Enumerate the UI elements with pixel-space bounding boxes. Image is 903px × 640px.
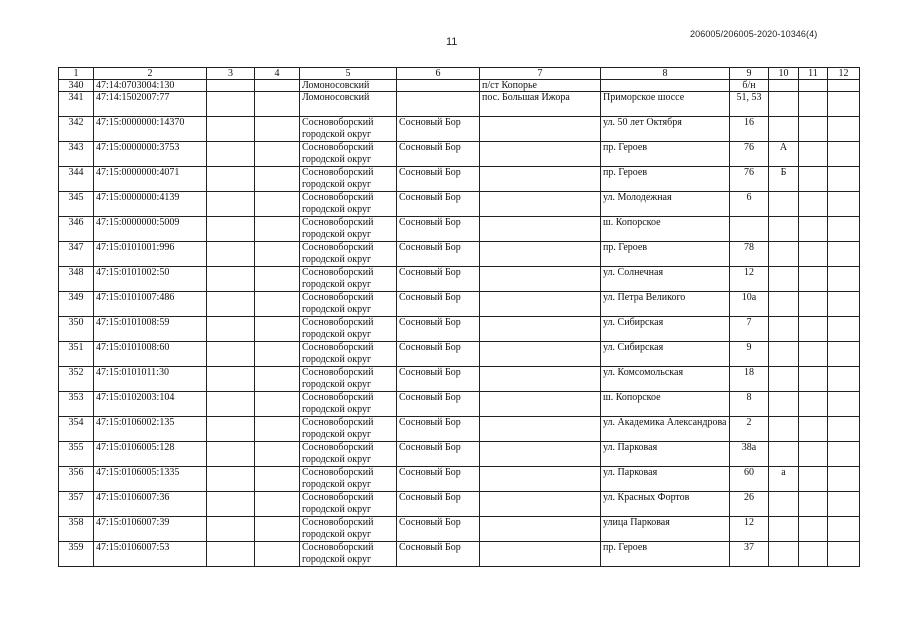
settlement-cell: Сосновый Бор: [397, 517, 480, 542]
district-cell: Сосновоборский городской округ: [300, 517, 397, 542]
cell-col12: [828, 292, 860, 317]
table-row: [59, 317, 860, 342]
row-number: 341: [59, 92, 94, 117]
cadastral-number: 47:15:0101008:59: [94, 317, 207, 342]
cadastral-number: 47:15:0106005:128: [94, 442, 207, 467]
cadastral-number: 47:15:0106007:39: [94, 517, 207, 542]
table-row: [59, 542, 860, 567]
house-number-cell: 18: [730, 367, 769, 392]
column-header: 2: [94, 68, 207, 80]
settlement-cell: [397, 92, 480, 117]
table-row: [59, 292, 860, 317]
page-number: 11: [446, 36, 458, 48]
locality-cell: [480, 417, 601, 442]
settlement-cell: Сосновый Бор: [397, 142, 480, 167]
street-cell: ул. Академика Александрова: [601, 417, 730, 442]
locality-cell: [480, 442, 601, 467]
house-number-cell: 37: [730, 542, 769, 567]
settlement-cell: Сосновый Бор: [397, 242, 480, 267]
table-row: [59, 417, 860, 442]
district-cell: Сосновоборский городской округ: [300, 317, 397, 342]
cadastral-number: 47:14:0703004:130: [94, 80, 207, 92]
street-cell: ул. Комсомольская: [601, 367, 730, 392]
table-row: [59, 192, 860, 217]
column-header: 11: [799, 68, 828, 80]
street-cell: ш. Копорское: [601, 392, 730, 417]
house-number-cell: 26: [730, 492, 769, 517]
cell-col11: [799, 467, 828, 492]
street-cell: ул. 50 лет Октября: [601, 117, 730, 142]
row-number: 348: [59, 267, 94, 292]
house-number-cell: 76: [730, 142, 769, 167]
building-letter-cell: [769, 242, 799, 267]
cell-col4: [255, 142, 300, 167]
house-number-cell: 38а: [730, 442, 769, 467]
house-number-cell: 76: [730, 167, 769, 192]
settlement-cell: Сосновый Бор: [397, 117, 480, 142]
cadastral-number: 47:15:0101001:996: [94, 242, 207, 267]
locality-cell: [480, 267, 601, 292]
cell-col11: [799, 517, 828, 542]
cell-col3: [207, 467, 255, 492]
settlement-cell: [397, 80, 480, 92]
cadastral-number: 47:15:0101011:30: [94, 367, 207, 392]
cell-col11: [799, 217, 828, 242]
cell-col11: [799, 542, 828, 567]
locality-cell: [480, 292, 601, 317]
table-body: [59, 80, 860, 567]
district-cell: Сосновоборский городской округ: [300, 492, 397, 517]
cell-col12: [828, 467, 860, 492]
column-header: 5: [300, 68, 397, 80]
district-cell: Сосновоборский городской округ: [300, 267, 397, 292]
cell-col11: [799, 242, 828, 267]
cell-col12: [828, 517, 860, 542]
cell-col12: [828, 417, 860, 442]
cadastral-number: 47:15:0106007:53: [94, 542, 207, 567]
settlement-cell: Сосновый Бор: [397, 167, 480, 192]
locality-cell: [480, 342, 601, 367]
building-letter-cell: [769, 367, 799, 392]
cell-col3: [207, 342, 255, 367]
house-number-cell: 60: [730, 467, 769, 492]
street-cell: ш. Копорское: [601, 217, 730, 242]
row-number: 347: [59, 242, 94, 267]
settlement-cell: Сосновый Бор: [397, 367, 480, 392]
cell-col11: [799, 267, 828, 292]
column-header: 1: [59, 68, 94, 80]
locality-cell: [480, 317, 601, 342]
table-row: [59, 367, 860, 392]
column-header: 3: [207, 68, 255, 80]
table-row: [59, 442, 860, 467]
cell-col3: [207, 492, 255, 517]
settlement-cell: Сосновый Бор: [397, 392, 480, 417]
cell-col4: [255, 392, 300, 417]
column-header: 12: [828, 68, 860, 80]
cell-col3: [207, 317, 255, 342]
cell-col3: [207, 417, 255, 442]
cadastral-number: 47:15:0000000:14370: [94, 117, 207, 142]
table-row: [59, 117, 860, 142]
cadastral-number: 47:15:0101008:60: [94, 342, 207, 367]
cadastral-number: 47:15:0000000:4139: [94, 192, 207, 217]
cadastral-number: 47:15:0106002:135: [94, 417, 207, 442]
cell-col4: [255, 367, 300, 392]
cell-col4: [255, 167, 300, 192]
street-cell: ул. Молодежная: [601, 192, 730, 217]
cell-col3: [207, 142, 255, 167]
locality-cell: [480, 242, 601, 267]
cell-col3: [207, 542, 255, 567]
building-letter-cell: [769, 317, 799, 342]
cell-col4: [255, 467, 300, 492]
cell-col11: [799, 167, 828, 192]
district-cell: Ломоносовский: [300, 92, 397, 117]
registry-table: [58, 67, 860, 567]
building-letter-cell: [769, 342, 799, 367]
cell-col11: [799, 92, 828, 117]
cadastral-number: 47:15:0101002:50: [94, 267, 207, 292]
building-letter-cell: [769, 392, 799, 417]
column-header: 9: [730, 68, 769, 80]
settlement-cell: Сосновый Бор: [397, 217, 480, 242]
table-row: [59, 242, 860, 267]
cell-col4: [255, 492, 300, 517]
building-letter-cell: [769, 292, 799, 317]
district-cell: Сосновоборский городской округ: [300, 417, 397, 442]
settlement-cell: Сосновый Бор: [397, 192, 480, 217]
cell-col4: [255, 80, 300, 92]
cadastral-number: 47:15:0000000:3753: [94, 142, 207, 167]
building-letter-cell: [769, 117, 799, 142]
cell-col12: [828, 167, 860, 192]
cell-col4: [255, 217, 300, 242]
building-letter-cell: Б: [769, 167, 799, 192]
district-cell: Сосновоборский городской округ: [300, 167, 397, 192]
cell-col12: [828, 217, 860, 242]
row-number: 342: [59, 117, 94, 142]
district-cell: Сосновоборский городской округ: [300, 242, 397, 267]
cell-col12: [828, 80, 860, 92]
building-letter-cell: а: [769, 467, 799, 492]
cell-col11: [799, 292, 828, 317]
row-number: 353: [59, 392, 94, 417]
street-cell: Приморское шоссе: [601, 92, 730, 117]
cell-col11: [799, 442, 828, 467]
table-row: [59, 267, 860, 292]
cell-col4: [255, 192, 300, 217]
cell-col12: [828, 392, 860, 417]
cadastral-number: 47:15:0106005:1335: [94, 467, 207, 492]
street-cell: пр. Героев: [601, 167, 730, 192]
cell-col3: [207, 217, 255, 242]
row-number: 343: [59, 142, 94, 167]
district-cell: Сосновоборский городской округ: [300, 292, 397, 317]
house-number-cell: 78: [730, 242, 769, 267]
cell-col11: [799, 392, 828, 417]
cell-col12: [828, 142, 860, 167]
cadastral-number: 47:15:0000000:5009: [94, 217, 207, 242]
cell-col11: [799, 142, 828, 167]
row-number: 346: [59, 217, 94, 242]
table-row: [59, 167, 860, 192]
row-number: 345: [59, 192, 94, 217]
cell-col3: [207, 167, 255, 192]
row-number: 358: [59, 517, 94, 542]
locality-cell: [480, 492, 601, 517]
building-letter-cell: [769, 442, 799, 467]
settlement-cell: Сосновый Бор: [397, 467, 480, 492]
table-row: [59, 492, 860, 517]
cell-col11: [799, 492, 828, 517]
table-row: [59, 217, 860, 242]
house-number-cell: б/н: [730, 80, 769, 92]
building-letter-cell: А: [769, 142, 799, 167]
house-number-cell: 8: [730, 392, 769, 417]
cell-col11: [799, 317, 828, 342]
cell-col4: [255, 317, 300, 342]
house-number-cell: 6: [730, 192, 769, 217]
cell-col12: [828, 242, 860, 267]
table-row: [59, 142, 860, 167]
cell-col3: [207, 442, 255, 467]
document-id: 206005/206005-2020-10346(4): [690, 29, 818, 39]
cell-col3: [207, 242, 255, 267]
row-number: 354: [59, 417, 94, 442]
street-cell: ул. Сибирская: [601, 342, 730, 367]
house-number-cell: 2: [730, 417, 769, 442]
cell-col11: [799, 417, 828, 442]
street-cell: ул. Парковая: [601, 467, 730, 492]
cell-col11: [799, 80, 828, 92]
cell-col12: [828, 542, 860, 567]
cell-col11: [799, 117, 828, 142]
cadastral-number: 47:15:0101007:486: [94, 292, 207, 317]
building-letter-cell: [769, 417, 799, 442]
building-letter-cell: [769, 517, 799, 542]
cell-col4: [255, 267, 300, 292]
table-row: [59, 80, 860, 92]
row-number: 350: [59, 317, 94, 342]
cell-col3: [207, 517, 255, 542]
settlement-cell: Сосновый Бор: [397, 267, 480, 292]
cell-col3: [207, 267, 255, 292]
district-cell: Сосновоборский городской округ: [300, 142, 397, 167]
house-number-cell: 9: [730, 342, 769, 367]
street-cell: улица Парковая: [601, 517, 730, 542]
settlement-cell: Сосновый Бор: [397, 317, 480, 342]
settlement-cell: Сосновый Бор: [397, 417, 480, 442]
cell-col12: [828, 117, 860, 142]
cell-col12: [828, 367, 860, 392]
street-cell: пр. Героев: [601, 542, 730, 567]
house-number-cell: 12: [730, 517, 769, 542]
cell-col4: [255, 92, 300, 117]
building-letter-cell: [769, 80, 799, 92]
district-cell: Сосновоборский городской округ: [300, 467, 397, 492]
district-cell: Сосновоборский городской округ: [300, 367, 397, 392]
row-number: 351: [59, 342, 94, 367]
row-number: 352: [59, 367, 94, 392]
street-cell: пр. Героев: [601, 142, 730, 167]
cell-col12: [828, 442, 860, 467]
cell-col11: [799, 367, 828, 392]
cell-col3: [207, 367, 255, 392]
street-cell: ул. Красных Фортов: [601, 492, 730, 517]
cell-col3: [207, 292, 255, 317]
locality-cell: п/ст Копорье: [480, 80, 601, 92]
street-cell: ул. Сибирская: [601, 317, 730, 342]
street-cell: ул. Солнечная: [601, 267, 730, 292]
locality-cell: [480, 217, 601, 242]
house-number-cell: [730, 217, 769, 242]
settlement-cell: Сосновый Бор: [397, 442, 480, 467]
cell-col12: [828, 92, 860, 117]
row-number: 356: [59, 467, 94, 492]
locality-cell: [480, 192, 601, 217]
cell-col3: [207, 117, 255, 142]
house-number-cell: 51, 53: [730, 92, 769, 117]
cell-col3: [207, 392, 255, 417]
column-header: 6: [397, 68, 480, 80]
house-number-cell: 7: [730, 317, 769, 342]
locality-cell: пос. Большая Ижора: [480, 92, 601, 117]
settlement-cell: Сосновый Бор: [397, 292, 480, 317]
building-letter-cell: [769, 542, 799, 567]
cadastral-number: 47:15:0000000:4071: [94, 167, 207, 192]
street-cell: ул. Парковая: [601, 442, 730, 467]
cadastral-number: 47:14:1502007:77: [94, 92, 207, 117]
table-row: [59, 92, 860, 117]
column-header: 4: [255, 68, 300, 80]
cell-col4: [255, 117, 300, 142]
house-number-cell: 16: [730, 117, 769, 142]
row-number: 349: [59, 292, 94, 317]
cell-col11: [799, 192, 828, 217]
column-header: 8: [601, 68, 730, 80]
table-header-row: [59, 68, 860, 80]
cadastral-number: 47:15:0102003:104: [94, 392, 207, 417]
cell-col4: [255, 417, 300, 442]
locality-cell: [480, 542, 601, 567]
district-cell: Сосновоборский городской округ: [300, 342, 397, 367]
district-cell: Сосновоборский городской округ: [300, 442, 397, 467]
settlement-cell: Сосновый Бор: [397, 542, 480, 567]
cell-col12: [828, 317, 860, 342]
district-cell: Сосновоборский городской округ: [300, 117, 397, 142]
building-letter-cell: [769, 92, 799, 117]
building-letter-cell: [769, 267, 799, 292]
district-cell: Сосновоборский городской округ: [300, 392, 397, 417]
house-number-cell: 12: [730, 267, 769, 292]
district-cell: Ломоносовский: [300, 80, 397, 92]
cell-col12: [828, 342, 860, 367]
settlement-cell: Сосновый Бор: [397, 342, 480, 367]
locality-cell: [480, 167, 601, 192]
row-number: 359: [59, 542, 94, 567]
table-row: [59, 467, 860, 492]
street-cell: пр. Героев: [601, 242, 730, 267]
cadastral-number: 47:15:0106007:36: [94, 492, 207, 517]
table-row: [59, 517, 860, 542]
row-number: 344: [59, 167, 94, 192]
locality-cell: [480, 117, 601, 142]
column-header: 7: [480, 68, 601, 80]
cell-col3: [207, 92, 255, 117]
cell-col4: [255, 542, 300, 567]
cell-col4: [255, 242, 300, 267]
street-cell: [601, 80, 730, 92]
cell-col3: [207, 192, 255, 217]
row-number: 357: [59, 492, 94, 517]
locality-cell: [480, 517, 601, 542]
table-row: [59, 342, 860, 367]
cell-col4: [255, 292, 300, 317]
cell-col12: [828, 492, 860, 517]
locality-cell: [480, 467, 601, 492]
locality-cell: [480, 367, 601, 392]
locality-cell: [480, 142, 601, 167]
district-cell: Сосновоборский городской округ: [300, 217, 397, 242]
house-number-cell: 10а: [730, 292, 769, 317]
settlement-cell: Сосновый Бор: [397, 492, 480, 517]
cell-col11: [799, 342, 828, 367]
building-letter-cell: [769, 192, 799, 217]
district-cell: Сосновоборский городской округ: [300, 542, 397, 567]
cell-col12: [828, 192, 860, 217]
district-cell: Сосновоборский городской округ: [300, 192, 397, 217]
cell-col3: [207, 80, 255, 92]
row-number: 355: [59, 442, 94, 467]
building-letter-cell: [769, 217, 799, 242]
table-row: [59, 392, 860, 417]
locality-cell: [480, 392, 601, 417]
column-header: 10: [769, 68, 799, 80]
cell-col4: [255, 442, 300, 467]
row-number: 340: [59, 80, 94, 92]
street-cell: ул. Петра Великого: [601, 292, 730, 317]
cell-col12: [828, 267, 860, 292]
cell-col4: [255, 342, 300, 367]
building-letter-cell: [769, 492, 799, 517]
cell-col4: [255, 517, 300, 542]
